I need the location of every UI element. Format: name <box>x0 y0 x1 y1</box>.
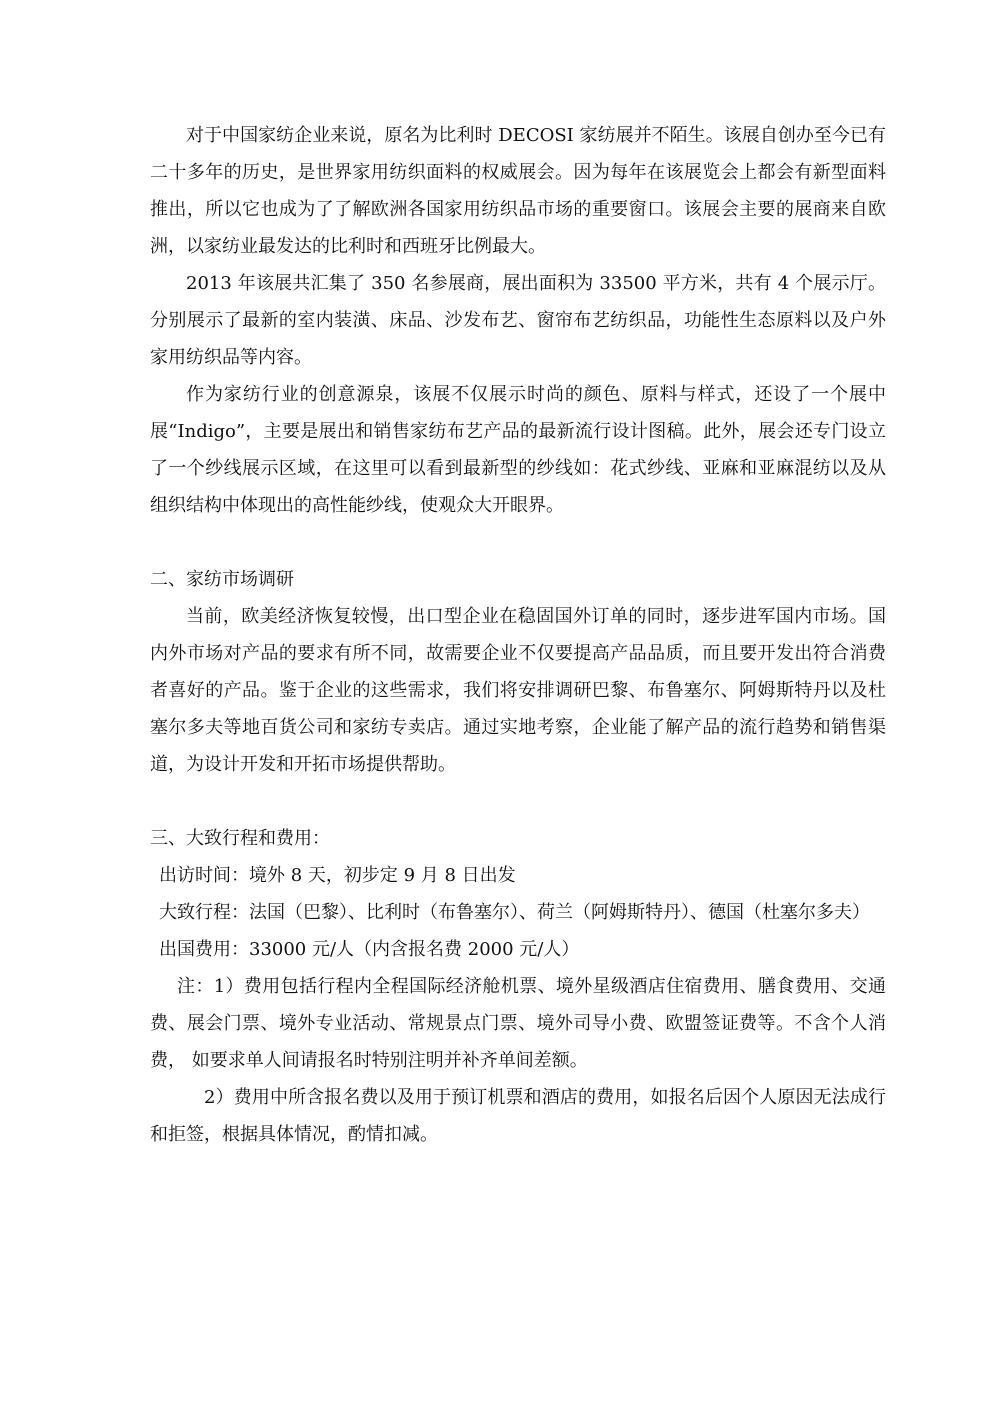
intro-paragraph-1: 对于中国家纺企业来说，原名为比利时 DECOSI 家纺展并不陌生。该展自创办至今已有二十多年的历史，是世界家用纺织面料的权威展会。因为每年在该展览会上都会有新型面料推出，所以它也成为了了解欧洲各国家用纺织品市场的重要窗口。该展会主要的展商来自欧洲，以家纺业最发达的比利时和西班牙比例最大。 <box>150 125 886 257</box>
fee-note-1: 注：1）费用包括行程内全程国际经济舱机票、境外星级酒店住宿费用、膳食费用、交通费、展会门票、境外专业活动、常规景点门票、境外司导小费、欧盟签证费等。不含个人消费， 如要求单人间请报名时特别注明并补齐单间差额。 <box>150 976 886 1071</box>
intro-paragraph-3: 作为家纺行业的创意源泉，该展不仅展示时尚的颜色、原料与样式，还设了一个展中展“Indigo”，主要是展出和销售家纺布艺产品的最新流行设计图稿。此外，展会还专门设立了一个纱线展示区域，在这里可以看到最新型的纱线如：花式纱线、亚麻和亚麻混纺以及从组织结构中体现出的高性能纱线，使观众大开眼界。 <box>150 384 886 516</box>
intro-paragraph-2: 2013 年该展共汇集了 350 名参展商，展出面积为 33500 平方米，共有 4 个展示厅。分别展示了最新的室内装潢、床品、沙发布艺、窗帘布艺纺织品，功能性生态原料以及户外家用纺织品等内容。 <box>150 273 886 368</box>
document-body <box>150 117 886 1153</box>
section-two-heading: 二、家纺市场调研 <box>150 569 294 590</box>
fee-note-2: 2）费用中所含报名费以及用于预订机票和酒店的费用，如报名后因个人原因无法成行和拒签，根据具体情况，酌情扣减。 <box>150 1087 886 1145</box>
fee-line: 出国费用：33000 元/人（内含报名费 2000 元/人） <box>159 939 580 960</box>
section-spacer <box>150 783 886 820</box>
market-research-paragraph: 当前，欧美经济恢复较慢，出口型企业在稳固国外订单的同时，逐步进军国内市场。国内外市场对产品的要求有所不同，故需要企业不仅要提高产品品质，而且要开发出符合消费者喜好的产品。鉴于企业的这些需求，我们将安排调研巴黎、布鲁塞尔、阿姆斯特丹以及杜塞尔多夫等地百货公司和家纺专卖店。通过实地考察，企业能了解产品的流行趋势和销售渠道，为设计开发和开拓市场提供帮助。 <box>150 606 886 775</box>
section-spacer <box>150 524 886 561</box>
section-three-heading: 三、大致行程和费用： <box>150 828 330 849</box>
itinerary-line: 大致行程：法国（巴黎）、比利时（布鲁塞尔）、荷兰（阿姆斯特丹）、德国（杜塞尔多夫） <box>159 902 870 923</box>
departure-line: 出访时间：境外 8 天，初步定 9 月 8 日出发 <box>159 865 516 886</box>
